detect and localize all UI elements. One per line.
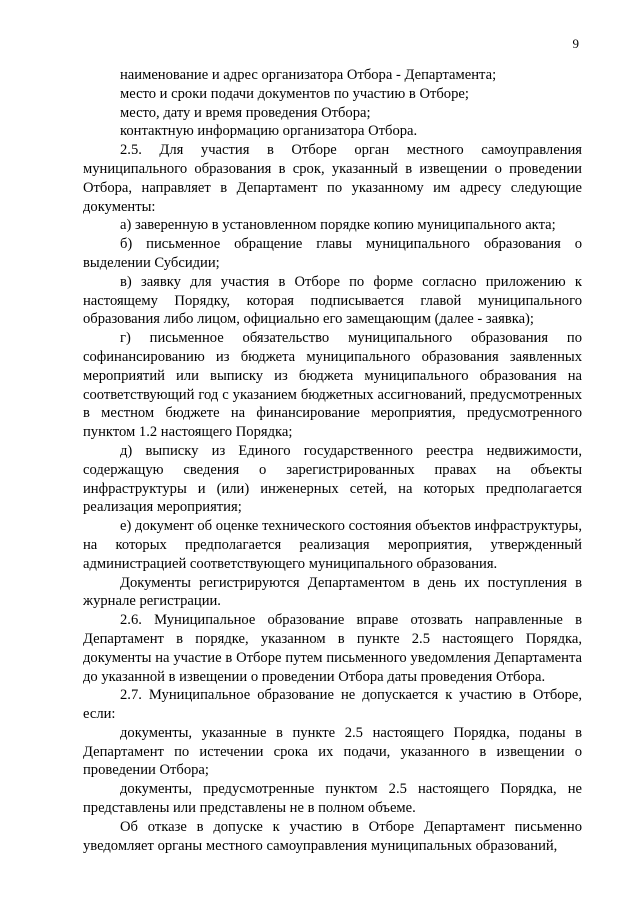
paragraph: 2.5. Для участия в Отборе орган местного самоуправления муниципального образования в срок, указанный в извещении о проведении Отбора, направляет в Департамент по указанному им адресу следующие документы:	[83, 142, 582, 215]
paragraph: документы, предусмотренные пунктом 2.5 настоящего Порядка, не представлены или представлены не в полном объеме.	[83, 781, 582, 817]
paragraph: Документы регистрируются Департаментом в день их поступления в журнале регистрации.	[83, 574, 582, 610]
paragraph: д) выписку из Единого государственного реестра недвижимости, содержащую сведения о зарегистрированных правах на объекты инфраструктуры и (или) инженерных сетей, на которых предполагается реализация мероприятия;	[83, 442, 582, 516]
paragraph: Об отказе в допуске к участию в Отборе Департамент письменно уведомляет органы местного самоуправления муниципальных образований,	[83, 818, 582, 854]
paragraph: место и сроки подачи документов по участию в Отборе;	[120, 85, 469, 102]
paragraph: наименование и адрес организатора Отбора - Департамента;	[120, 67, 497, 83]
paragraph: а) заверенную в установленном порядке копию муниципального акта;	[120, 217, 556, 234]
paragraph: 2.6. Муниципальное образование вправе отозвать направленные в Департамент в порядке, указанном в пункте 2.5 настоящего Порядка, документы на участие в Отборе путем письменного уведомления Департамента до указанной в извещении о проведении Отбора даты проведения Отбора.	[83, 612, 582, 685]
document-body	[83, 66, 582, 855]
paragraph: е) документ об оценке технического состояния объектов инфраструктуры, на которых предполагается реализация мероприятия, утвержденный администрацией соответствующего муниципального образования.	[83, 518, 582, 572]
paragraph: в) заявку для участия в Отборе по форме согласно приложению к настоящему Порядку, которая подписывается главой муниципального образования либо лицом, официально его замещающим (далее - заявка);	[83, 273, 582, 328]
paragraph: г) письменное обязательство муниципального образования по софинансированию из бюджета муниципального образования заявленных мероприятий или выписку из бюджета муниципального образования на соответствующий год с указанием бюджетных ассигнований, предусмотренных в местном бюджете на финансирование мероприятия, предусмотренного пунктом 1.2 настоящего Порядка;	[83, 330, 582, 441]
paragraph: 2.7. Муниципальное образование не допускается к участию в Отборе, если:	[83, 687, 582, 723]
paragraph: место, дату и время проведения Отбора;	[120, 104, 371, 121]
paragraph: документы, указанные в пункте 2.5 настоящего Порядка, поданы в Департамент по истечении срока их подачи, указанного в извещении о проведении Отбора;	[83, 724, 582, 779]
paragraph: контактную информацию организатора Отбора.	[120, 123, 418, 140]
paragraph: б) письменное обращение главы муниципального образования о выделении Субсидии;	[83, 236, 582, 271]
page-number: 9	[572, 36, 579, 51]
